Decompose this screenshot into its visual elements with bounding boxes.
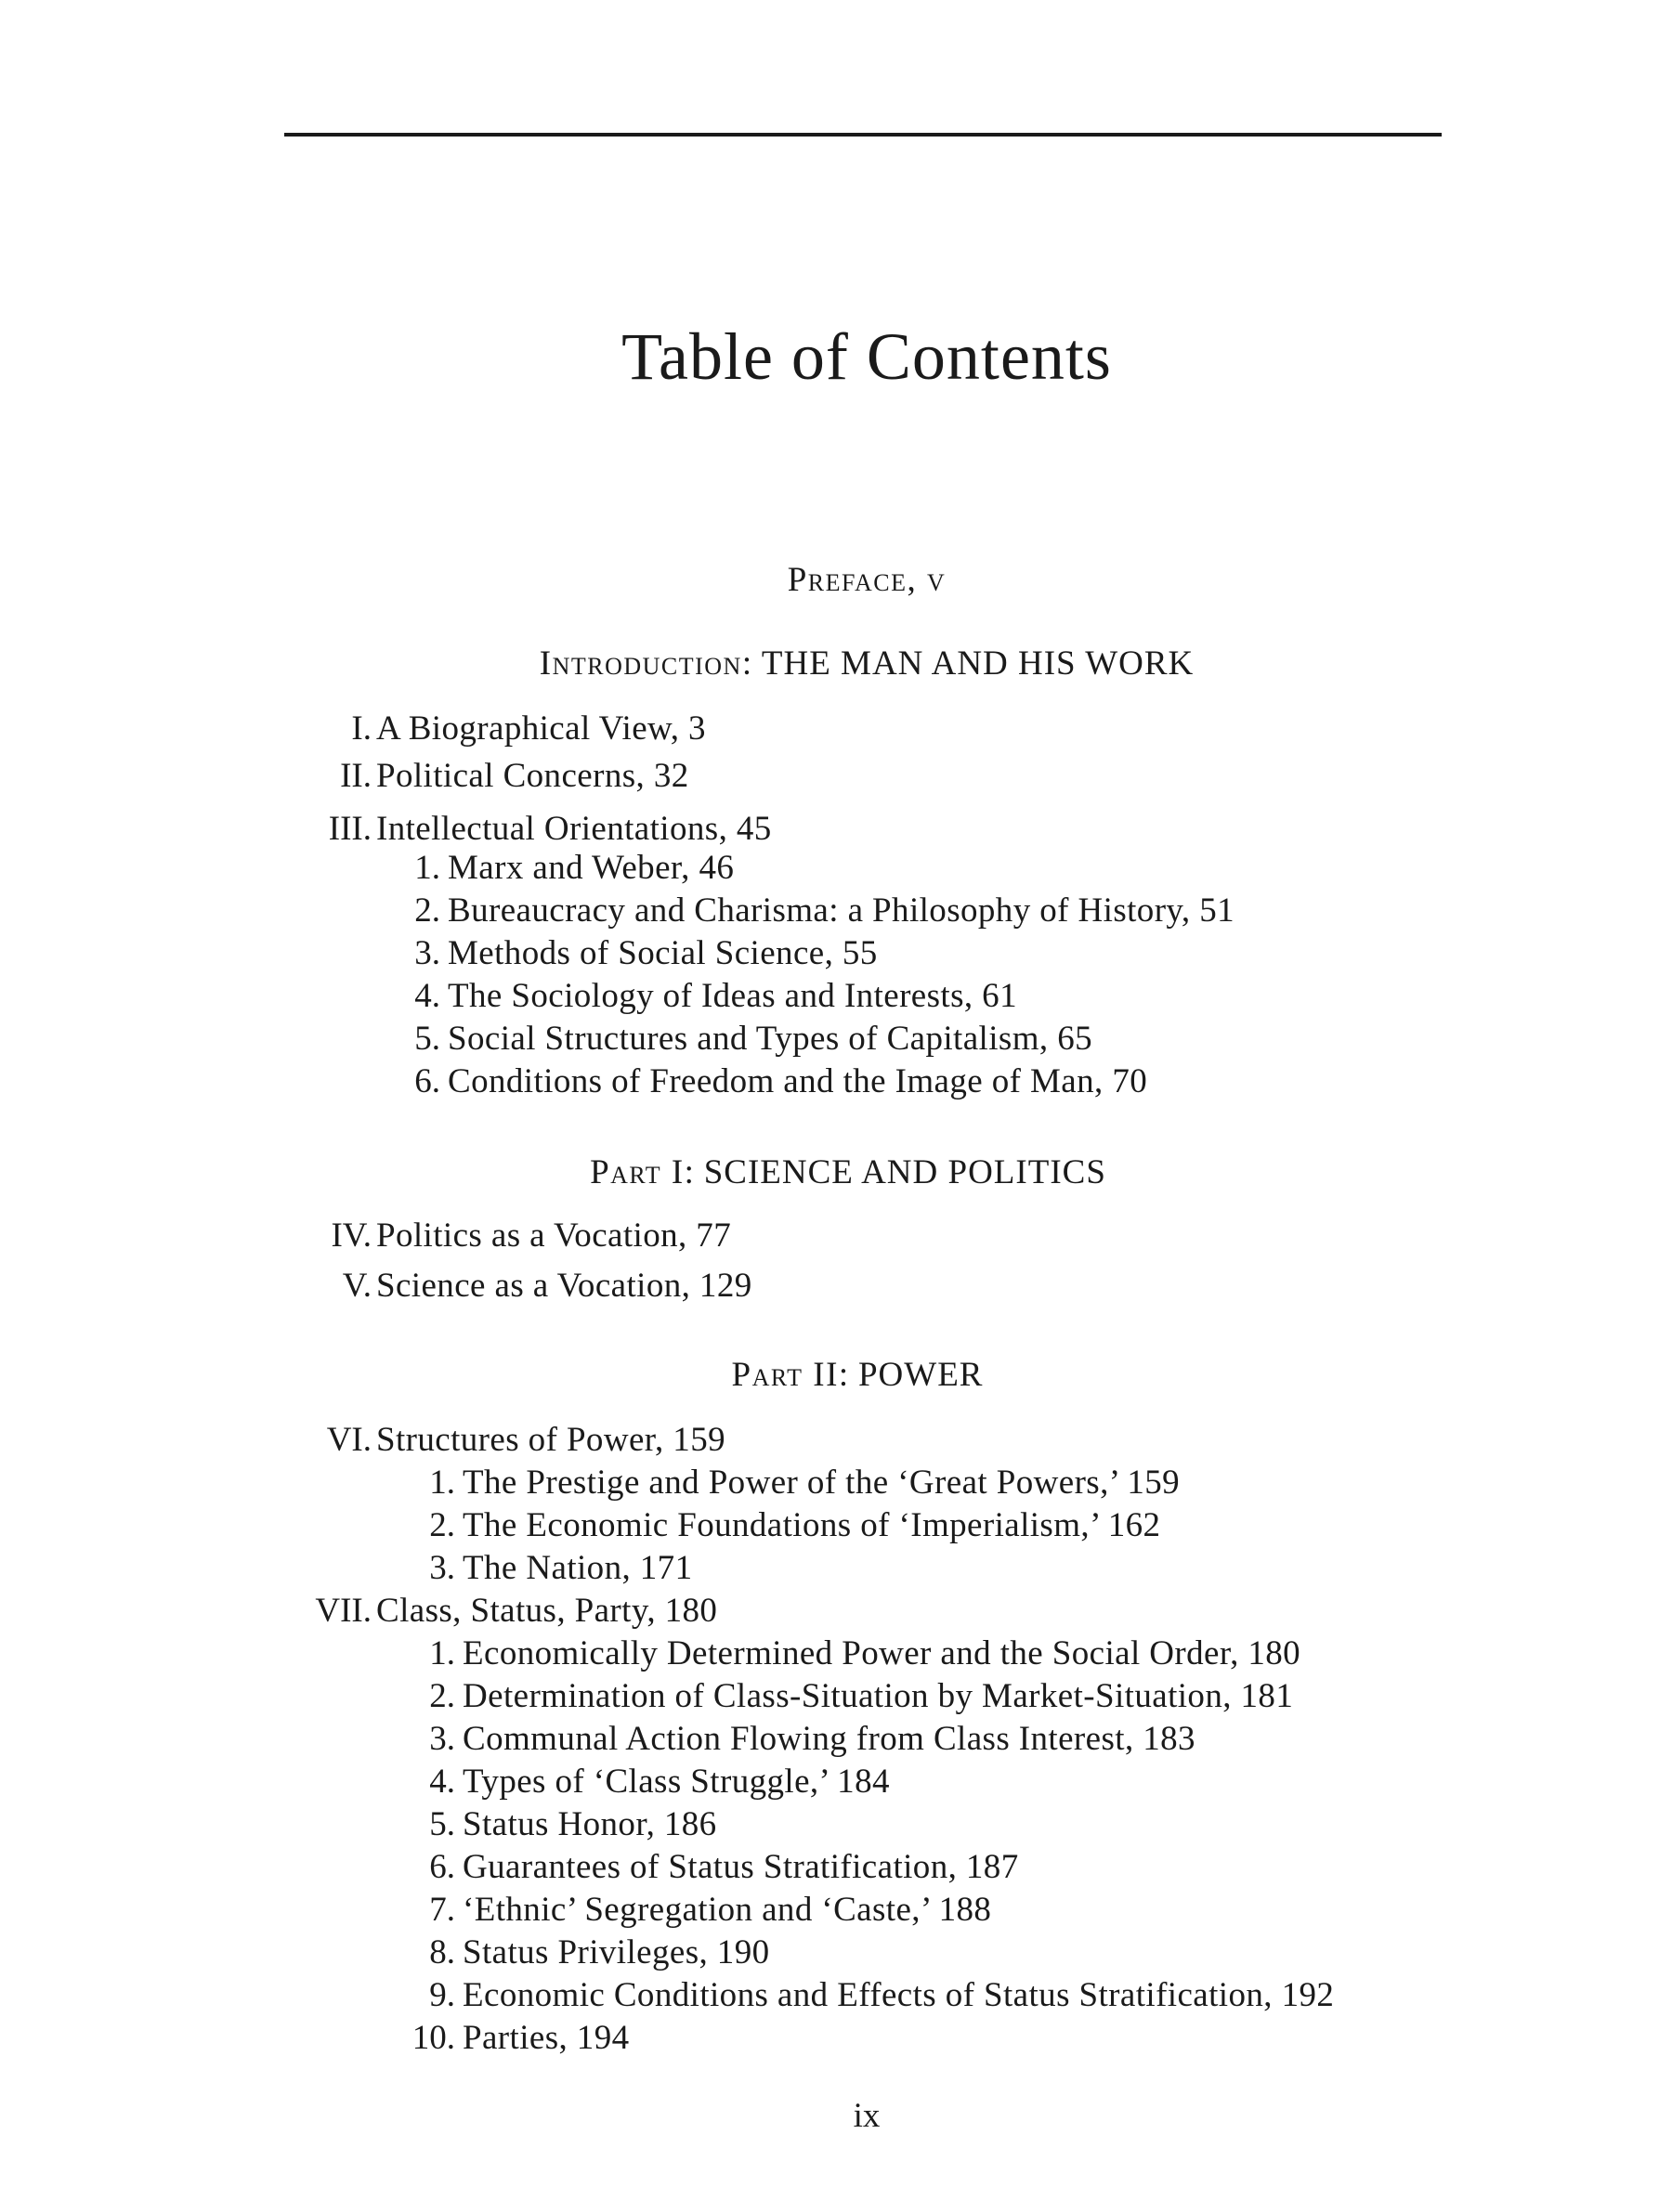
section-number: 6. <box>414 1062 440 1100</box>
section-title: ‘Ethnic’ Segregation and ‘Caste,’ 188 <box>463 1891 992 1929</box>
chapter-title: Politics as a Vocation, 77 <box>376 1217 732 1255</box>
section-number: 1. <box>429 1464 455 1502</box>
chapter-number: VII. <box>315 1592 372 1630</box>
chapter-number: V. <box>342 1267 372 1305</box>
section-title: The Economic Foundations of ‘Imperialism,’ 162 <box>463 1506 1161 1544</box>
introduction-heading <box>37 646 1659 681</box>
section-number: 2. <box>429 1677 455 1715</box>
page-number: ix <box>853 2097 881 2135</box>
section-title: Communal Action Flowing from Class Interest, 183 <box>463 1720 1195 1758</box>
section-title: Economically Determined Power and the Social Order, 180 <box>463 1634 1301 1672</box>
chapter-number: IV. <box>331 1217 372 1255</box>
section-title: The Sociology of Ideas and Interests, 61 <box>448 977 1017 1015</box>
section-number: 3. <box>414 934 440 972</box>
section-title: Methods of Social Science, 55 <box>448 934 878 972</box>
chapter-title: Science as a Vocation, 129 <box>376 1267 752 1305</box>
chapter-title: Structures of Power, 159 <box>376 1421 726 1459</box>
section-title: Guarantees of Status Stratification, 187 <box>463 1848 1019 1886</box>
introduction-title: THE MAN AND HIS WORK <box>761 644 1195 683</box>
section-number: 10. <box>411 2019 455 2057</box>
section-number: 1. <box>414 849 440 887</box>
section-title: Status Privileges, 190 <box>463 1933 770 1971</box>
section-number: 6. <box>429 1848 455 1886</box>
section-number: 1. <box>429 1634 455 1672</box>
section-title: Economic Conditions and Effects of Status Stratification, 192 <box>463 1976 1335 2014</box>
section-title: Status Honor, 186 <box>463 1805 717 1843</box>
part-two-title: POWER <box>857 1356 984 1394</box>
section-number: 3. <box>429 1549 455 1587</box>
section-number: 9. <box>429 1976 455 2014</box>
chapter-title: A Biographical View, 3 <box>376 709 706 748</box>
section-title: Conditions of Freedom and the Image of Man, 70 <box>448 1062 1148 1100</box>
preface-label: Preface, v <box>787 561 947 599</box>
chapter-number: III. <box>328 810 372 848</box>
chapter-number: II. <box>340 757 372 795</box>
section-title: Parties, 194 <box>463 2019 630 2057</box>
section-title: The Nation, 171 <box>463 1549 693 1587</box>
section-number: 8. <box>429 1933 455 1971</box>
introduction-label: Introduction: <box>539 644 753 683</box>
chapter-title: Class, Status, Party, 180 <box>376 1592 718 1630</box>
preface-heading <box>37 563 1659 597</box>
section-title: Types of ‘Class Struggle,’ 184 <box>463 1763 890 1801</box>
section-number: 4. <box>429 1763 455 1801</box>
section-number: 2. <box>414 891 440 930</box>
section-title: Determination of Class-Situation by Market-Situation, 181 <box>463 1677 1294 1715</box>
part-one-title: SCIENCE AND POLITICS <box>703 1153 1106 1191</box>
section-number: 3. <box>429 1720 455 1758</box>
section-title: Social Structures and Types of Capitalism, 65 <box>448 1020 1092 1058</box>
part-two-label: Part II: <box>731 1356 850 1394</box>
part-two-heading <box>28 1358 1659 1392</box>
section-number: 2. <box>429 1506 455 1544</box>
chapter-number: VI. <box>326 1421 372 1459</box>
section-number: 5. <box>429 1805 455 1843</box>
section-title: Marx and Weber, 46 <box>448 849 735 887</box>
section-number: 5. <box>414 1020 440 1058</box>
chapter-title: Intellectual Orientations, 45 <box>376 810 772 848</box>
section-title: The Prestige and Power of the ‘Great Powers,’ 159 <box>463 1464 1181 1502</box>
section-number: 4. <box>414 977 440 1015</box>
section-number: 7. <box>429 1891 455 1929</box>
chapter-title: Political Concerns, 32 <box>376 757 689 795</box>
section-title: Bureaucracy and Charisma: a Philosophy of History, 51 <box>448 891 1235 930</box>
top-rule <box>284 133 1442 137</box>
part-one-heading <box>19 1155 1659 1190</box>
chapter-number: I. <box>351 709 372 748</box>
part-one-label: Part I: <box>590 1153 696 1191</box>
page-title: Table of Contents <box>621 319 1112 394</box>
